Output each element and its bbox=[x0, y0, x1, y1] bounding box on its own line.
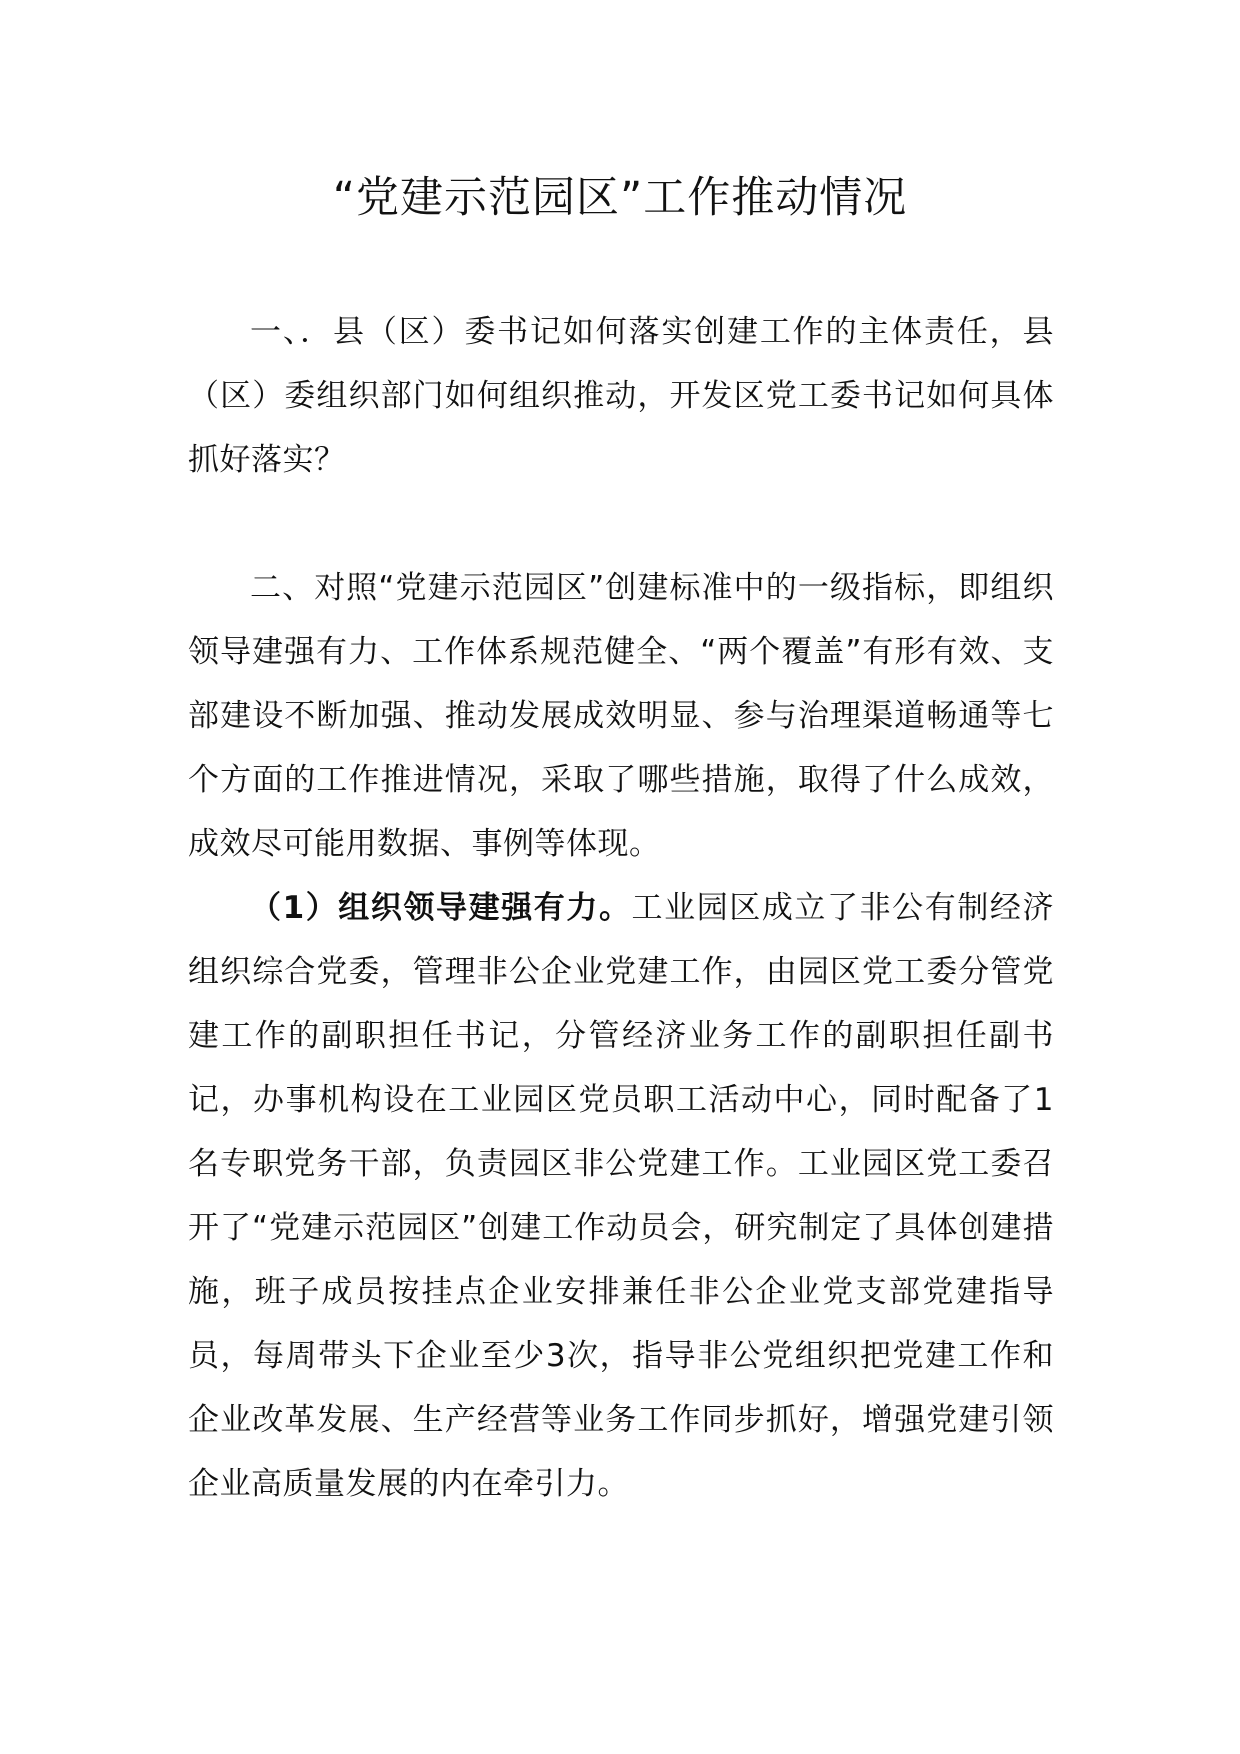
item-1-heading: （1）组织领导建强有力。 bbox=[250, 890, 632, 926]
document-body bbox=[188, 300, 1054, 1516]
item-1-paragraph bbox=[188, 876, 1054, 1516]
paragraph-spacer bbox=[188, 492, 1054, 556]
section-2-paragraph: 二、对照“党建示范园区”创建标准中的一级指标，即组织领导建强有力、工作体系规范健全、“两个覆盖”有形有效、支部建设不断加强、推动发展成效明显、参与治理渠道畅通等七个方面的工作推进情况，采取了哪些措施，取得了什么成效，成效尽可能用数据、事例等体现。 bbox=[188, 570, 1054, 862]
document-title: “党建示范园区”工作推动情况 bbox=[332, 173, 908, 223]
section-1-paragraph: 一、．县（区）委书记如何落实创建工作的主体责任，县（区）委组织部门如何组织推动，开发区党工委书记如何具体抓好落实？ bbox=[188, 314, 1054, 478]
item-1-text: 工业园区成立了非公有制经济组织综合党委，管理非公企业党建工作，由园区党工委分管党建工作的副职担任书记，分管经济业务工作的副职担任副书记，办事机构设在工业园区党员职工活动中心，同时配备了1名专职党务干部，负责园区非公党建工作。工业园区党工委召开了“党建示范园区”创建工作动员会，研究制定了具体创建措施，班子成员按挂点企业安排兼任非公企业党支部党建指导员，每周带头下企业至少3次，指导非公党组织把党建工作和企业改革发展、生产经营等业务工作同步抓好，增强党建引领企业高质量发展的内在牵引力。 bbox=[188, 890, 1054, 1502]
